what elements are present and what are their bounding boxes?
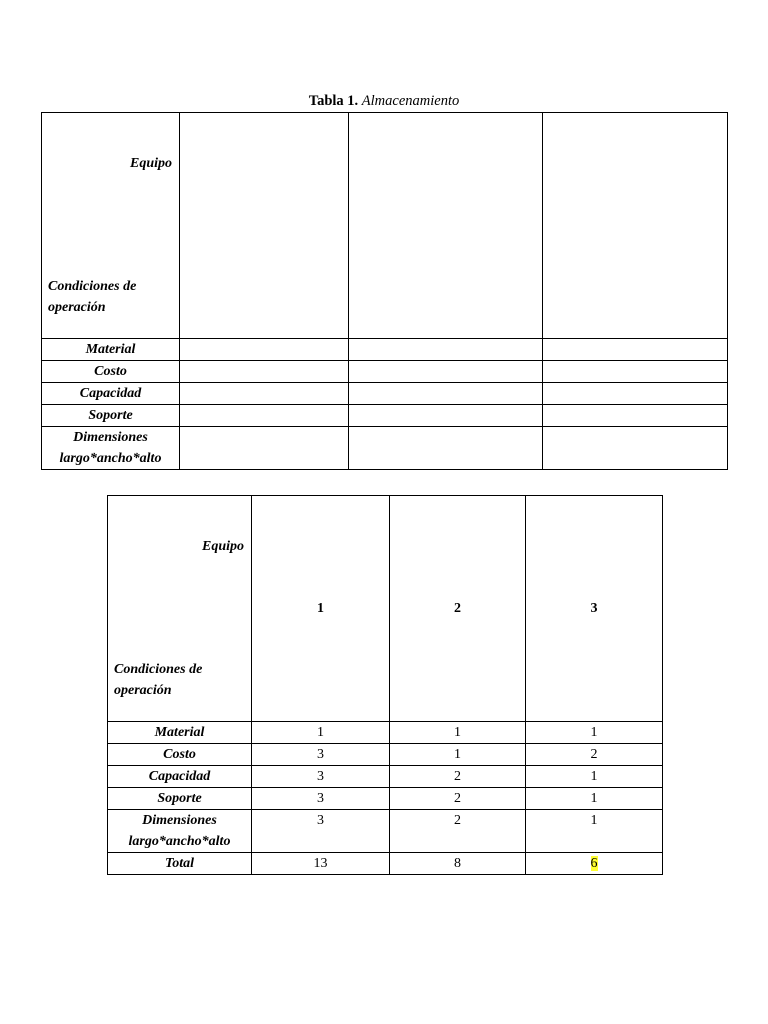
- table-row-total: [108, 853, 663, 875]
- table-row: [108, 788, 663, 810]
- cell: 2: [526, 744, 663, 766]
- table-row: [108, 722, 663, 744]
- header-cell: [543, 113, 728, 339]
- cell: 2: [390, 766, 526, 788]
- row-label-soporte: Soporte: [42, 405, 180, 427]
- cell: 1: [526, 810, 663, 853]
- cell: 1: [526, 788, 663, 810]
- cell: 1: [390, 722, 526, 744]
- storage-table-scored: [107, 495, 663, 875]
- row-label-dimensiones: Dimensiones largo*ancho*alto: [42, 427, 180, 470]
- header-cell: [349, 113, 543, 339]
- table-row: [42, 405, 728, 427]
- table-row: [108, 744, 663, 766]
- row-label-capacidad: Capacidad: [42, 383, 180, 405]
- row-label-material: Material: [108, 722, 252, 744]
- table-caption: [0, 91, 768, 111]
- total-cell: 13: [252, 853, 390, 875]
- caption-label: Tabla 1.: [308, 93, 359, 109]
- cell: 3: [252, 788, 390, 810]
- table-row: [42, 383, 728, 405]
- cell: 2: [390, 810, 526, 853]
- column-header-3: 3: [526, 496, 663, 722]
- cell: 1: [252, 722, 390, 744]
- equipo-label: Equipo: [129, 156, 172, 171]
- cell: 3: [252, 744, 390, 766]
- row-label-material: Material: [42, 339, 180, 361]
- row-label-total: Total: [108, 853, 252, 875]
- header-corner-cell: [108, 496, 252, 722]
- storage-table-empty: [41, 112, 728, 470]
- condiciones-label: Condiciones de operación: [48, 279, 137, 315]
- row-label-capacidad: Capacidad: [108, 766, 252, 788]
- header-cell: [180, 113, 349, 339]
- row-label-dimensiones: Dimensiones largo*ancho*alto: [108, 810, 252, 853]
- highlighted-total: 6: [590, 856, 598, 871]
- caption-title: Almacenamiento: [361, 93, 460, 109]
- table-row: [42, 427, 728, 470]
- table-row: [42, 339, 728, 361]
- condiciones-label: Condiciones de operación: [114, 662, 203, 698]
- row-label-soporte: Soporte: [108, 788, 252, 810]
- total-cell: [526, 853, 663, 875]
- cell: 2: [390, 788, 526, 810]
- cell: 1: [390, 744, 526, 766]
- cell: 3: [252, 810, 390, 853]
- cell: 3: [252, 766, 390, 788]
- cell: 1: [526, 722, 663, 744]
- header-corner-cell: [42, 113, 180, 339]
- table-row: [108, 810, 663, 853]
- column-header-1: 1: [252, 496, 390, 722]
- column-header-2: 2: [390, 496, 526, 722]
- table-row: [42, 361, 728, 383]
- equipo-label: Equipo: [201, 539, 244, 554]
- table-row: [108, 766, 663, 788]
- cell: 1: [526, 766, 663, 788]
- total-cell: 8: [390, 853, 526, 875]
- row-label-costo: Costo: [42, 361, 180, 383]
- row-label-costo: Costo: [108, 744, 252, 766]
